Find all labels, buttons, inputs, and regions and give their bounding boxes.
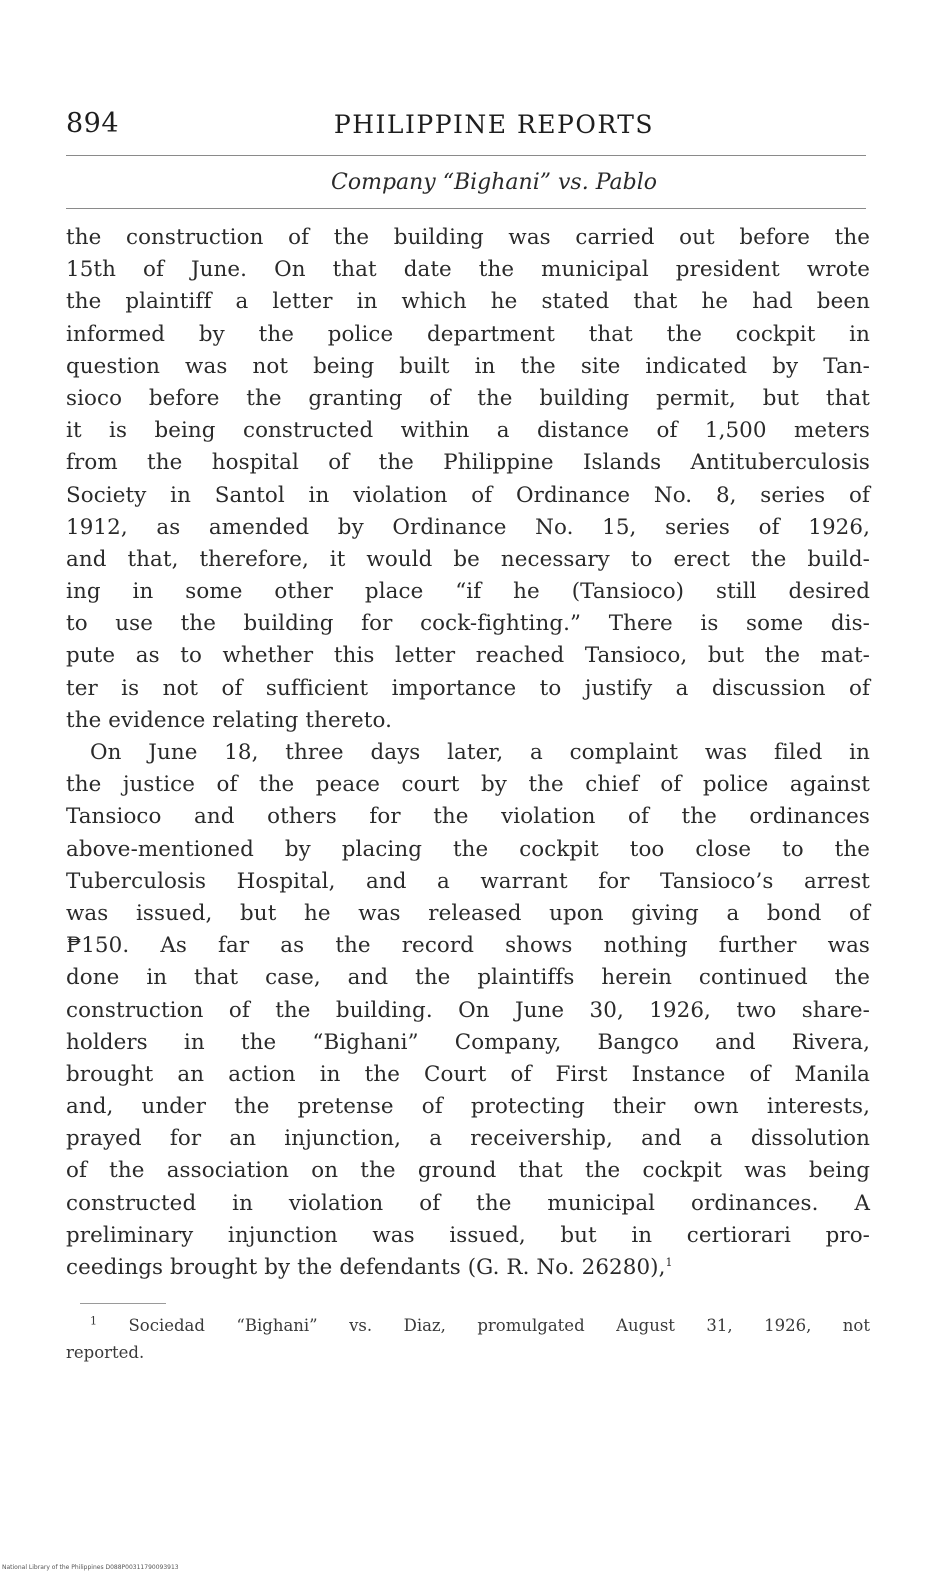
- body-line: the evidence relating thereto.: [66, 707, 392, 733]
- header-rule-bottom: [66, 208, 866, 209]
- body-line-final-text: ceedings brought by the defendants (G. R. No. 26280),: [66, 1255, 666, 1280]
- body-line: it is being constructed within a distance of 1,500 meters: [66, 418, 870, 444]
- footnote-marker: 1: [90, 1314, 97, 1328]
- body-line: of the association on the ground that the cockpit was being: [66, 1158, 870, 1184]
- footnote-line: [66, 1312, 870, 1339]
- scan-id: National Library of the Philippines D088P00311790093913: [2, 1564, 179, 1571]
- body-line: to use the building for cock-fighting.” There is some dis-: [66, 611, 870, 637]
- body-line: was issued, but he was released upon giving a bond of: [66, 900, 870, 926]
- page-number: 894: [66, 108, 120, 139]
- body-line: the justice of the peace court by the chief of police against: [66, 772, 870, 798]
- body-line: brought an action in the Court of First Instance of Manila: [66, 1061, 870, 1087]
- body-line: the construction of the building was carried out before the: [66, 225, 870, 250]
- body-line: pute as to whether this letter reached Tansioco, but the mat-: [66, 643, 870, 669]
- body-line: Tansioco and others for the violation of the ordinances: [66, 804, 870, 830]
- body-line: ter is not of sufficient importance to justify a discussion of: [66, 675, 870, 701]
- body-line: preliminary injunction was issued, but in certiorari pro-: [66, 1222, 870, 1248]
- body-line: question was not being built in the site indicated by Tan-: [66, 353, 870, 379]
- body-line: constructed in violation of the municipal ordinances. A: [66, 1190, 870, 1216]
- body-line: from the hospital of the Philippine Islands Antituberculosis: [66, 450, 870, 476]
- body-line: above-mentioned by placing the cockpit too close to the: [66, 836, 870, 862]
- case-title: Company “Bighani” vs. Pablo: [331, 170, 657, 195]
- running-head: PHILIPPINE REPORTS: [333, 110, 655, 139]
- body-line: done in that case, and the plaintiffs herein continued the: [66, 965, 870, 991]
- body-line: and that, therefore, it would be necessary to erect the build-: [66, 546, 870, 572]
- body-line: the plaintiff a letter in which he stated that he had been: [66, 289, 870, 315]
- footnote: [66, 1312, 870, 1366]
- body-text: [66, 222, 870, 1284]
- body-line: Tuberculosis Hospital, and a warrant for Tansioco’s arrest: [66, 868, 870, 894]
- body-line: Society in Santol in violation of Ordinance No. 8, series of: [66, 482, 870, 508]
- footnote-rule: [80, 1303, 166, 1304]
- body-line-final: [66, 1252, 870, 1284]
- footnote-text: Sociedad “Bighani” vs. Diaz, promulgated August 31, 1926, not: [128, 1316, 870, 1335]
- body-line: prayed for an injunction, a receivership, and a dissolution: [66, 1126, 870, 1152]
- body-line: and, under the pretense of protecting their own interests,: [66, 1094, 870, 1120]
- body-line: informed by the police department that the cockpit in: [66, 321, 870, 347]
- body-line: ing in some other place “if he (Tansioco) still desired: [66, 579, 870, 605]
- body-line: holders in the “Bighani” Company, Bangco and Rivera,: [66, 1029, 870, 1055]
- footnote-reference[interactable]: 1: [665, 1255, 673, 1269]
- footnote-line: reported.: [66, 1343, 145, 1362]
- body-line: construction of the building. On June 30, 1926, two share-: [66, 997, 870, 1023]
- header-rule-top: [66, 155, 866, 156]
- body-line: 15th of June. On that date the municipal president wrote: [66, 257, 870, 283]
- body-line: ₱150. As far as the record shows nothing further was: [66, 933, 870, 959]
- body-line: 1912, as amended by Ordinance No. 15, series of 1926,: [66, 514, 870, 540]
- body-line: On June 18, three days later, a complaint was filed in: [90, 740, 870, 765]
- body-line: sioco before the granting of the building permit, but that: [66, 385, 870, 411]
